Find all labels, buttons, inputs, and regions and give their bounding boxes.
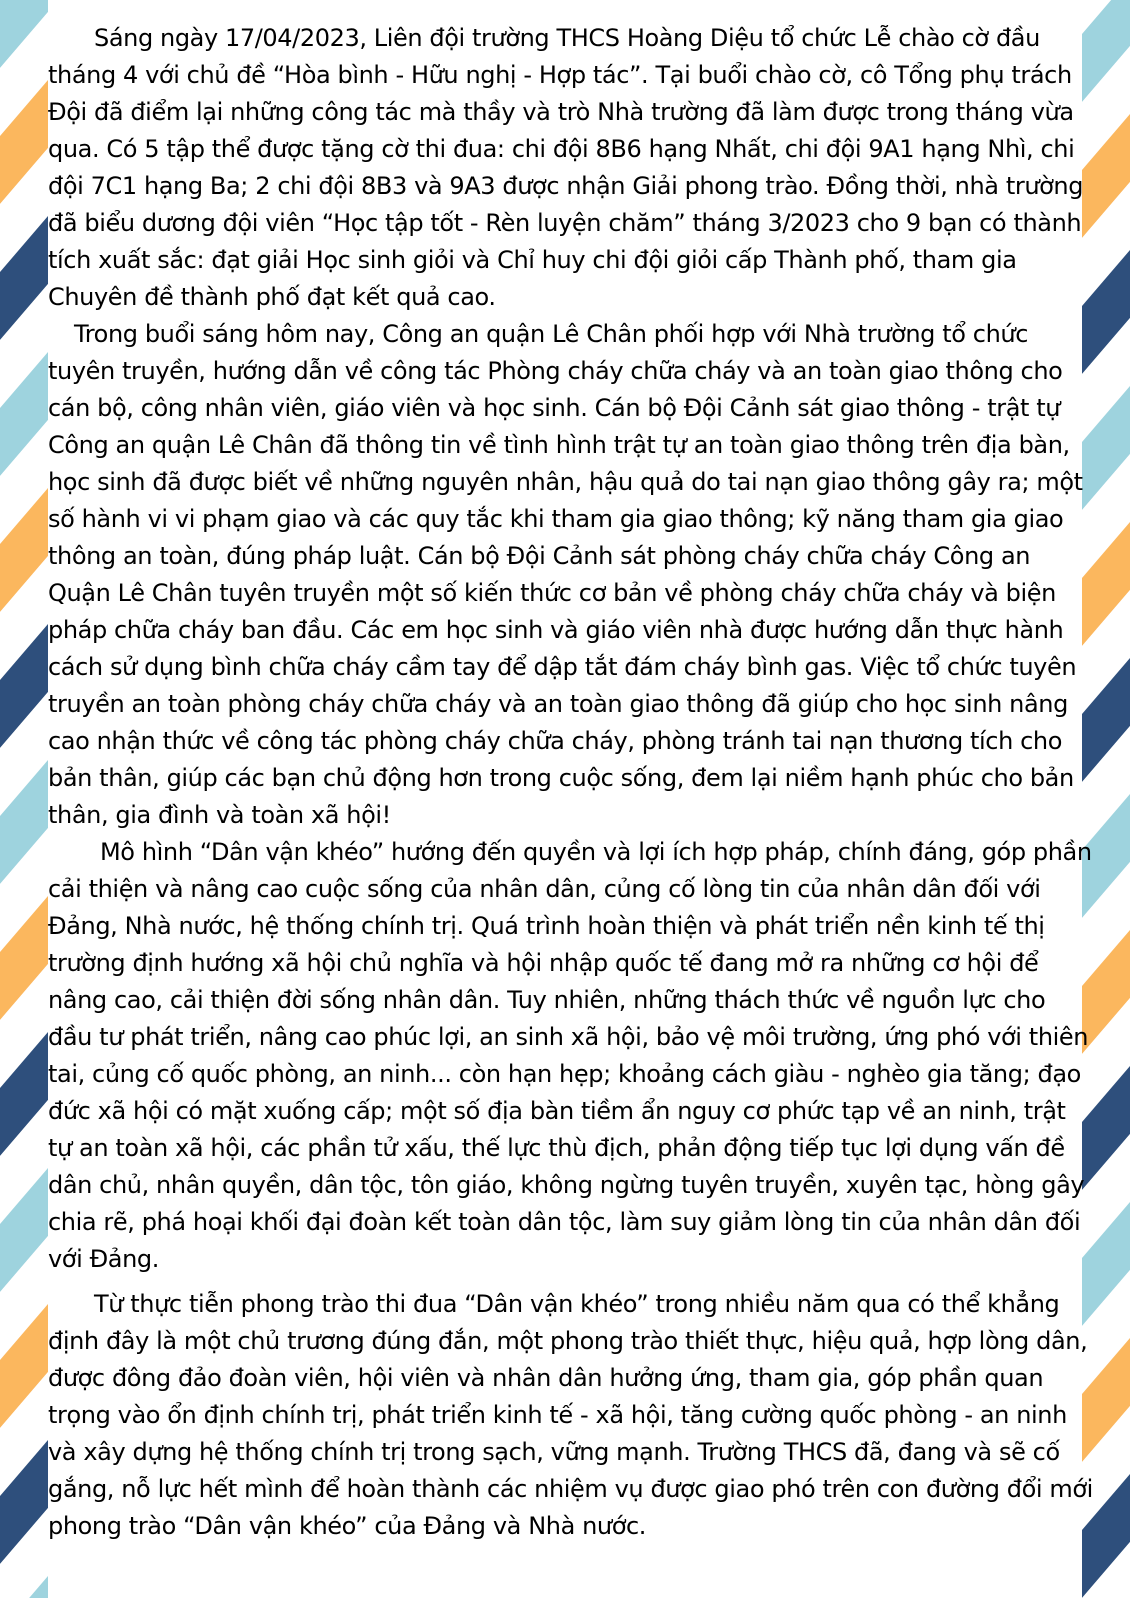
paragraph-pccc-atgt: Trong buổi sáng hôm nay, Công an quận Lê Chân phối hợp với Nhà trường tổ chức tuyên truyền, hướng dẫn về công tác Phòng cháy chữa cháy và an toàn giao thông cho cán bộ, công nhân viên, giáo viên và học sinh. Cán bộ Đội Cảnh sát giao thông - trật tự Công an quận Lê Chân đã thông tin về tình hình trật tự an toàn giao thông trên địa bàn, học sinh đã được biết về những nguyên nhân, hậu quả do tai nạn giao thông gây ra; một số hành vi vi phạm giao và các quy tắc khi tham gia giao thông; kỹ năng tham gia giao thông an toàn, đúng pháp luật. Cán bộ Đội Cảnh sát phòng cháy chữa cháy Công an Quận Lê Chân tuyên truyền một số kiến thức cơ bản về phòng cháy chữa cháy và biện pháp chữa cháy ban đầu. Các em học sinh và giáo viên nhà được hướng dẫn thực hành cách sử dụng bình chữa cháy cầm tay để dập tắt đám cháy bình gas. Việc tổ chức tuyên truyền an toàn phòng cháy chữa cháy và an toàn giao thông đã giúp cho học sinh nâng cao nhận thức về công tác phòng cháy chữa cháy, phòng tránh tai nạn thương tích cho bản thân, giúp các bạn chủ động hơn trong cuộc sống, đem lại niềm hạnh phúc cho bản thân, gia đình và toàn xã hội! [48,320,1083,829]
paragraph-chao-co: Sáng ngày 17/04/2023, Liên đội trường THCS Hoàng Diệu tổ chức Lễ chào cờ đầu tháng 4 với chủ đề “Hòa bình - Hữu nghị - Hợp tác”. Tại buổi chào cờ, cô Tổng phụ trách Đội đã điểm lại những công tác mà thầy và trò Nhà trường đã làm được trong tháng vừa qua. Có 5 tập thể được tặng cờ thi đua: chi đội 8B6 hạng Nhất, chi đội 9A1 hạng Nhì, chi đội 7C1 hạng Ba; 2 chi đội 8B3 và 9A3 được nhận Giải phong trào. Đồng thời, nhà trường đã biểu dương đội viên “Học tập tốt - Rèn luyện chăm” tháng 3/2023 cho 9 bạn có thành tích xuất sắc: đạt giải Học sinh giỏi và Chỉ huy chi đội giỏi cấp Thành phố, tham gia Chuyên đề thành phố đạt kết quả cao. [48,24,1084,311]
left-stripe-border [0,0,48,1598]
article-body [48,20,1094,1545]
paragraph-dan-van-kheo: Mô hình “Dân vận khéo” hướng đến quyền và lợi ích hợp pháp, chính đáng, góp phần cải thiện và nâng cao cuộc sống của nhân dân, củng cố lòng tin của nhân dân đối với Đảng, Nhà nước, hệ thống chính trị. Quá trình hoàn thiện và phát triển nền kinh tế thị trường định hướng xã hội chủ nghĩa và hội nhập quốc tế đang mở ra những cơ hội để nâng cao, cải thiện đời sống nhân dân. Tuy nhiên, những thách thức về nguồn lực cho đầu tư phát triển, nâng cao phúc lợi, an sinh xã hội, bảo vệ môi trường, ứng phó với thiên tai, củng cố quốc phòng, an ninh... còn hạn hẹp; khoảng cách giàu - nghèo gia tăng; đạo đức xã hội có mặt xuống cấp; một số địa bàn tiềm ẩn nguy cơ phức tạp về an ninh, trật tự an toàn xã hội, các phần tử xấu, thế lực thù địch, phản động tiếp tục lợi dụng vấn đề dân chủ, nhân quyền, dân tộc, tôn giáo, không ngừng tuyên truyền, xuyên tạc, hòng gây chia rẽ, phá hoại khối đại đoàn kết toàn dân tộc, làm suy giảm lòng tin của nhân dân đối với Đảng. [48,838,1092,1273]
paragraph-ket-luan: Từ thực tiễn phong trào thi đua “Dân vận khéo” trong nhiều năm qua có thể khẳng định đây là một chủ trương đúng đắn, một phong trào thiết thực, hiệu quả, hợp lòng dân, được đông đảo đoàn viên, hội viên và nhân dân hưởng ứng, tham gia, góp phần quan trọng vào ổn định chính trị, phát triển kinh tế - xã hội, tăng cường quốc phòng - an ninh và xây dựng hệ thống chính trị trong sạch, vững mạnh. Trường THCS đã, đang và sẽ cố gắng, nỗ lực hết mình để hoàn thành các nhiệm vụ được giao phó trên con đường đổi mới phong trào “Dân vận khéo” của Đảng và Nhà nước. [48,1290,1093,1540]
